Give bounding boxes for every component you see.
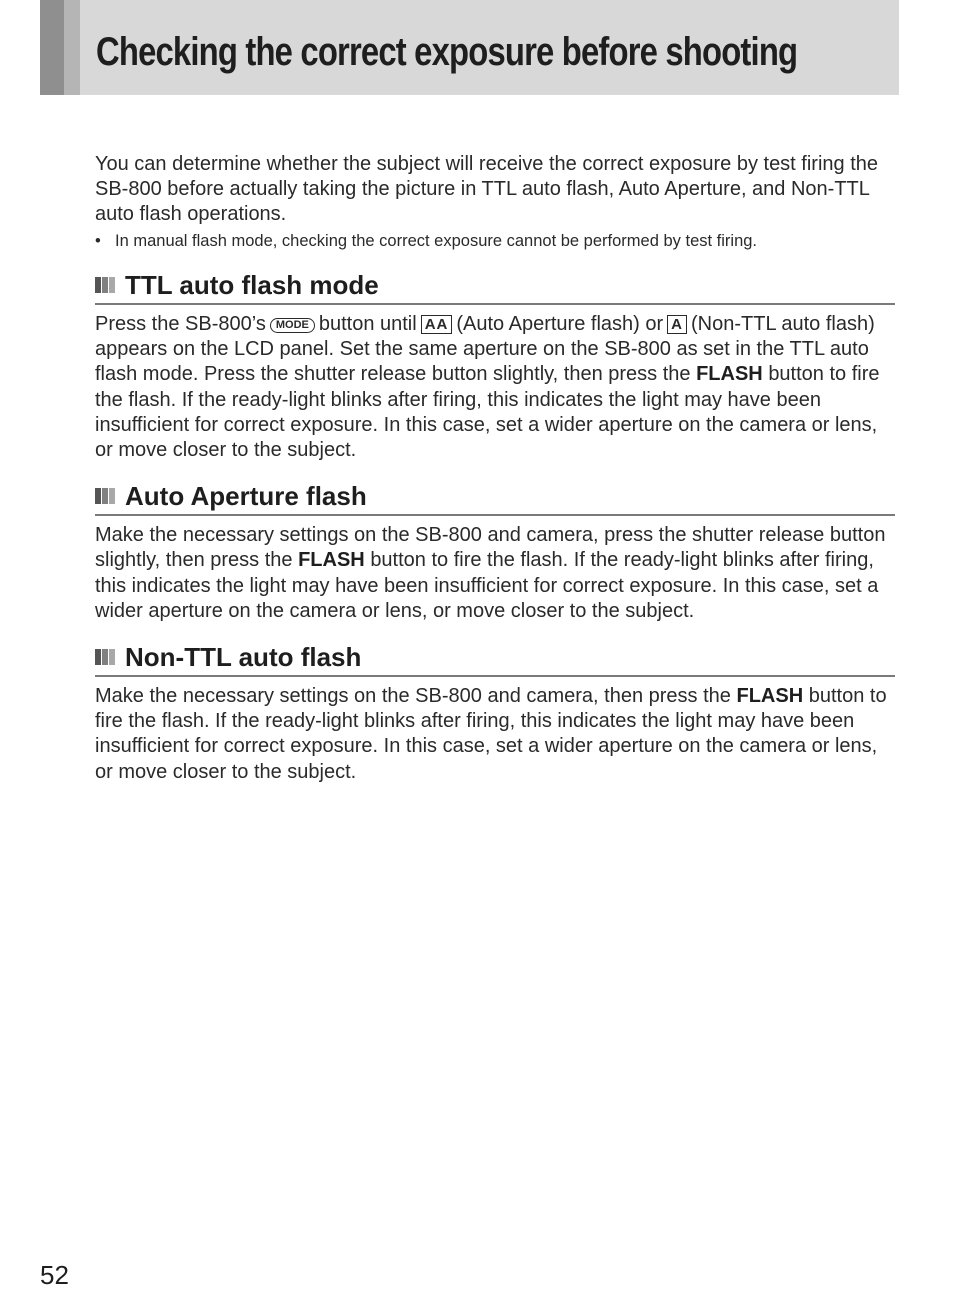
note-text: In manual flash mode, checking the correct exposure cannot be performed by test firing. xyxy=(115,232,758,250)
page-title: Checking the correct exposure before shooting xyxy=(96,30,798,74)
section-marker-icon xyxy=(95,649,121,665)
intro-note xyxy=(95,230,895,252)
title-tab-dark xyxy=(40,0,64,95)
section-marker-icon xyxy=(95,277,121,293)
flash-button-label: FLASH xyxy=(736,685,804,708)
nonttl-text-2: button to fire the flash. If the ready-light blinks after firing, this indicates the light may have been insufficient for correct exposure. In this case, set a wider aperture on the camera or lens, or move closer to the subject. xyxy=(95,685,887,783)
intro-paragraph: You can determine whether the subject will receive the correct exposure by test firing the SB-800 before actually taking the picture in TTL auto flash, Auto Aperture, and Non-TTL auto flash operations. xyxy=(95,153,879,225)
note-bullet: • xyxy=(95,232,101,250)
section-non-ttl xyxy=(95,642,895,785)
ttl-text-2: button until xyxy=(318,313,417,335)
mode-button-icon: MODE xyxy=(270,318,315,333)
section-body-auto-aperture xyxy=(95,523,895,624)
ttl-text-5: button to fire the flash. If the ready-light blinks after firing, this indicates the light may have been insufficient for correct exposure. In this case, set a wider aperture on the camera or lens, or move closer to the subject. xyxy=(95,363,880,462)
section-header-ttl xyxy=(95,270,895,305)
auto-aperture-lcd-icon: AA xyxy=(421,315,453,334)
page-content xyxy=(95,152,895,785)
title-band xyxy=(40,0,899,95)
section-marker-icon xyxy=(95,488,121,504)
ttl-text-1: Press the SB-800’s xyxy=(95,313,266,335)
section-auto-aperture xyxy=(95,481,895,624)
nonttl-text-1: Make the necessary settings on the SB-800 and camera, then press the xyxy=(95,685,731,708)
section-title-ttl: TTL auto flash mode xyxy=(125,270,379,300)
aa-text-1: Make the necessary settings on the SB-800 and camera, press the shutter release button slightly, then press the xyxy=(95,524,886,572)
section-title-auto-aperture: Auto Aperture flash xyxy=(125,481,367,512)
section-header-non-ttl xyxy=(95,642,895,677)
section-header-auto-aperture xyxy=(95,481,895,516)
title-tab-mid xyxy=(64,0,80,95)
section-title-non-ttl: Non-TTL auto flash xyxy=(125,642,362,673)
non-ttl-auto-lcd-icon: A xyxy=(667,315,687,334)
page-number: 52 xyxy=(40,1260,69,1290)
aa-text-2: button to fire the flash. If the ready-light blinks after firing, this indicates the light may have been insufficient for correct exposure. In this case, set a wider aperture on the camera or lens, or move closer to the subject. xyxy=(95,549,879,622)
flash-button-label: FLASH xyxy=(298,549,365,572)
section-body-ttl xyxy=(95,312,895,463)
section-body-non-ttl xyxy=(95,684,895,785)
flash-button-label: FLASH xyxy=(696,363,763,386)
section-ttl xyxy=(95,270,895,463)
ttl-text-4: (Non-TTL auto flash) appears on the LCD panel. Set the same aperture on the SB-800 as set in the TTL auto flash mode. Press the shutter release button slightly, then press the xyxy=(95,313,875,386)
ttl-text-3: (Auto Aperture flash) or xyxy=(456,313,664,335)
